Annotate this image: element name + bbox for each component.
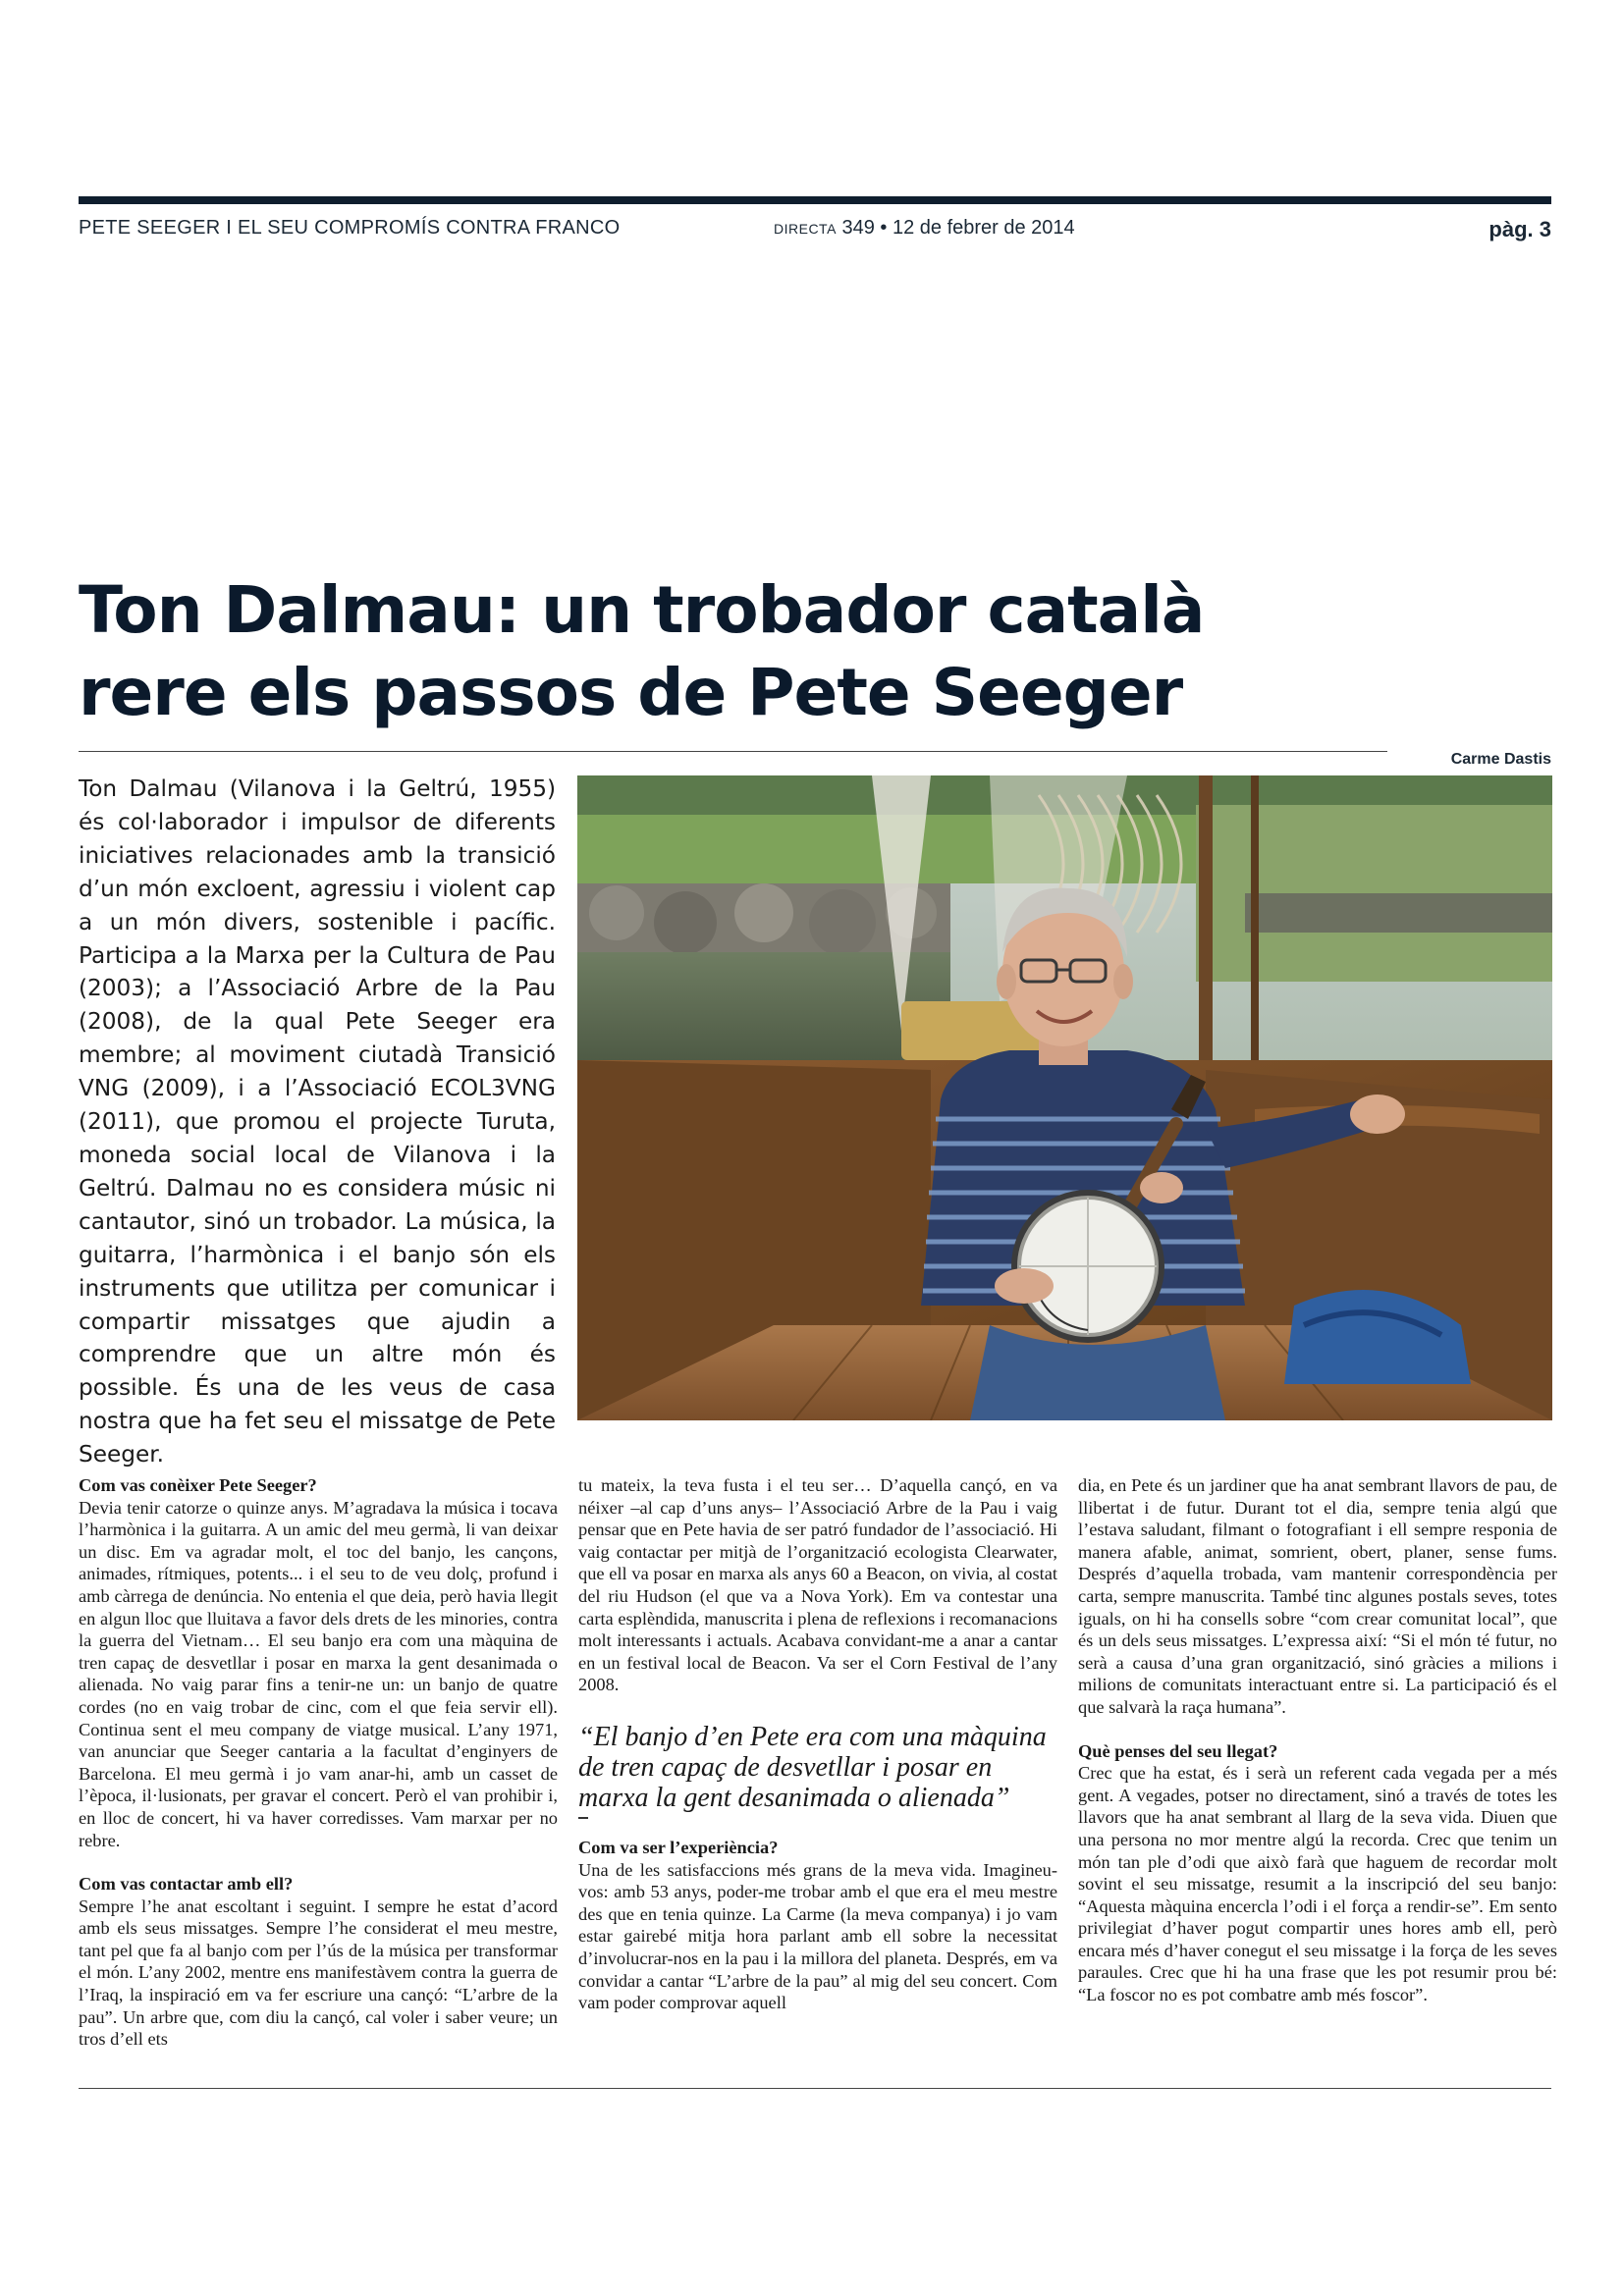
question-2: Com vas contactar amb ell? [79, 1874, 294, 1895]
photo-credit: Carme Dastis [1450, 751, 1551, 768]
answer-2-continued: tu mateix, la teva fusta i el teu ser… D’aquella cançó, en va néixer –al cap d’uns anys– l’Associació Arbre de la Pau i vaig pensar que en Pete havia de ser patró fundador de l’associació. Hi vaig contactar per mitjà de l’organització ecologista Clearwater, que ell va posar en marxa als anys 60 a Beacon, on vivia, al costat del riu Hudson (el que va a Nova York). Em va contestar una carta esplèndida, manuscrita i plena de reflexions i recomanacions molt interessants i actuals. Acabava convidant-me a anar a cantar en un festival local de Beacon. Va ser el Corn Festival de l’any 2008. [578, 1475, 1057, 1695]
answer-3-continued: dia, en Pete és un jardiner que ha anat sembrant llavors de pau, de llibertat i de futur. Durant tot el dia, sempre tenia algú que l’estava saludant, filmant o fotografiant i ell sempre responia de manera afable, animat, somrient, obert, planer, sense fums. Després d’aquella trobada, vam mantenir correspondència per carta, sempre manuscrita. També tinc algunes postals seves, totes iguals, on hi ha consells sobre “com crear comunitat local”, que és un dels seus missatges. L’expressa així: “Si el món té futur, no serà a causa d’una gran organització, sinó gràcies a milions i milions de comunitats interactuant entre si. La participació és el que salvarà la raça humana”. [1078, 1475, 1557, 1717]
answer-4: Crec que ha estat, és i serà un referent cada vegada per a més gent. A vegades, potser no directament, sinó a través de totes les llavors que ha anat sembrant al llarg de la seva vida. Diuen que una persona no mor mentre algú la recorda. Crec que tenim un món tan ple d’odi que això farà que haguem de recordar molt sovint el seu missatge, resumit a la inscripció del seu banjo: “Aquesta màquina encercla l’odi i el força a rendir-se”. Em sento privilegiat d’haver pogut compartir unes hores amb ell, però encara més d’haver conegut el seu missatge i la força de les seves paraules. Crec que hi ha una frase que les pot resumir prou bé: “La foscor no es pot combatre amb més foscor”. [1078, 1763, 1557, 2005]
column-1 [79, 1474, 558, 2051]
headline-line-1: Ton Dalmau: un trobador català [79, 572, 1205, 648]
qa-block-1 [79, 1474, 558, 1851]
qa-block-3 [578, 1837, 1057, 2014]
headline-rule [79, 751, 1387, 752]
top-bar [79, 196, 1551, 204]
answer-2: Sempre l’he anat escoltant i seguint. I sempre he estat d’acord amb els seus missatges. Sempre l’he considerat el meu mestre, tant pel que fa al banjo com per l’ús de la música per transformar el món. L’any 2002, mentre ens manifestàvem contra la guerra de l’Iraq, la inspiració em va fer escriure una cançó: “L’arbre de la pau”. Un arbre que, com diu la cançó, cal voler i saber veure; un tros d’ell ets [79, 1896, 558, 2050]
answer-3: Una de les satisfaccions més grans de la meva vida. Imagineu-vos: amb 53 anys, poder-me trobar amb el que era el meu mestre des que en tenia quinze. La Carme (la meva companya) i jo vam estar gairebé mitja hora parlant amb ell sobre la necessitat d’involucrar-nos en la pau i la millora del planeta. Després, em va convidar a cantar “L’arbre de la pau” al mig del seu concert. Com vam poder comprovar aquell [578, 1859, 1057, 2013]
pull-quote-dash [578, 1817, 588, 1819]
question-4: Què penses del seu llegat? [1078, 1740, 1278, 1761]
page-header [79, 217, 1551, 246]
question-1: Com vas conèixer Pete Seeger? [79, 1475, 317, 1495]
column-3 [1078, 1474, 1557, 2006]
qa-block-2 [79, 1873, 558, 2051]
question-3: Com va ser l’experiència? [578, 1837, 779, 1857]
pull-quote-text: “El banjo d’en Pete era com una màquina de tren capaç de desvetllar i posar en marxa la gent desanimada o alienada” [578, 1721, 1047, 1813]
qa-block-4 [1078, 1740, 1557, 2006]
headline [79, 569, 1355, 734]
issue-date: 349 • 12 de febrer de 2014 [841, 217, 1075, 239]
bottom-rule [79, 2088, 1551, 2089]
page-number: pàg. 3 [1488, 217, 1551, 241]
issue-info [774, 217, 1075, 240]
intro-paragraph: Ton Dalmau (Vilanova i la Geltrú, 1955) és col·laborador i impulsor de diferents iniciatives relacionades amb la transició d’un món excloent, agressiu i violent cap a un món divers, sostenible i pacífic. Participa a la Marxa per la Cultura de Pau (2003); a l’Associació Arbre de la Pau (2008), de la qual Pete Seeger era membre; al moviment ciutadà Transició VNG (2009), i a l’Associació ECOL3VNG (2011), que promou el projecte Turuta, moneda social local de Vilanova i la Geltrú. Dalmau no es considera músic ni cantautor, sinó un trobador. La música, la guitarra, l’harmònica i el banjo són els instruments que utilitza per comunicar i compartir missatges que ajudin a comprendre que un altre món és possible. És una de les veus de casa nostra que ha fet seu el missatge de Pete Seeger. [79, 775, 556, 1468]
column-2 [578, 1474, 1057, 2014]
section-title: PETE SEEGER I EL SEU COMPROMÍS CONTRA FRANCO [79, 217, 621, 239]
publication-name: DIRECTA [774, 221, 837, 237]
pull-quote [578, 1722, 1057, 1819]
photo-banjo-player [577, 775, 1552, 1420]
headline-line-2: rere els passos de Pete Seeger [79, 655, 1183, 730]
answer-1: Devia tenir catorze o quinze anys. M’agradava la música i tocava l’harmònica i la guitarra. A un amic del meu germà, li van deixar un disc. Em va agradar molt, el toc del banjo, les cançons, animades, rítmiques, potents... i el seu to de veu dolç, profund i amb càrrega de denúncia. No entenia el que deia, però havia llegit en algun lloc que lluitava a favor dels drets de les minories, contra la guerra del Vietnam… El seu banjo era com una màquina de tren capaç de desvetllar i posar en marxa la gent desanimada o alienada. No vaig parar fins a tenir-ne un: un banjo de quatre cordes (no en vaig trobar de cinc, com el que feia servir ell). Continua sent el meu company de viatge musical. L’any 1971, van anunciar que Seeger cantaria a la facultat d’enginyers de Barcelona. El meu germà i jo vam anar-hi, amb un casset de l’època, il·lusionats, per gravar el concert. Però el van prohibir i, en lloc de concert, hi va haver corredisses. Vam marxar per no rebre. [79, 1497, 558, 1850]
